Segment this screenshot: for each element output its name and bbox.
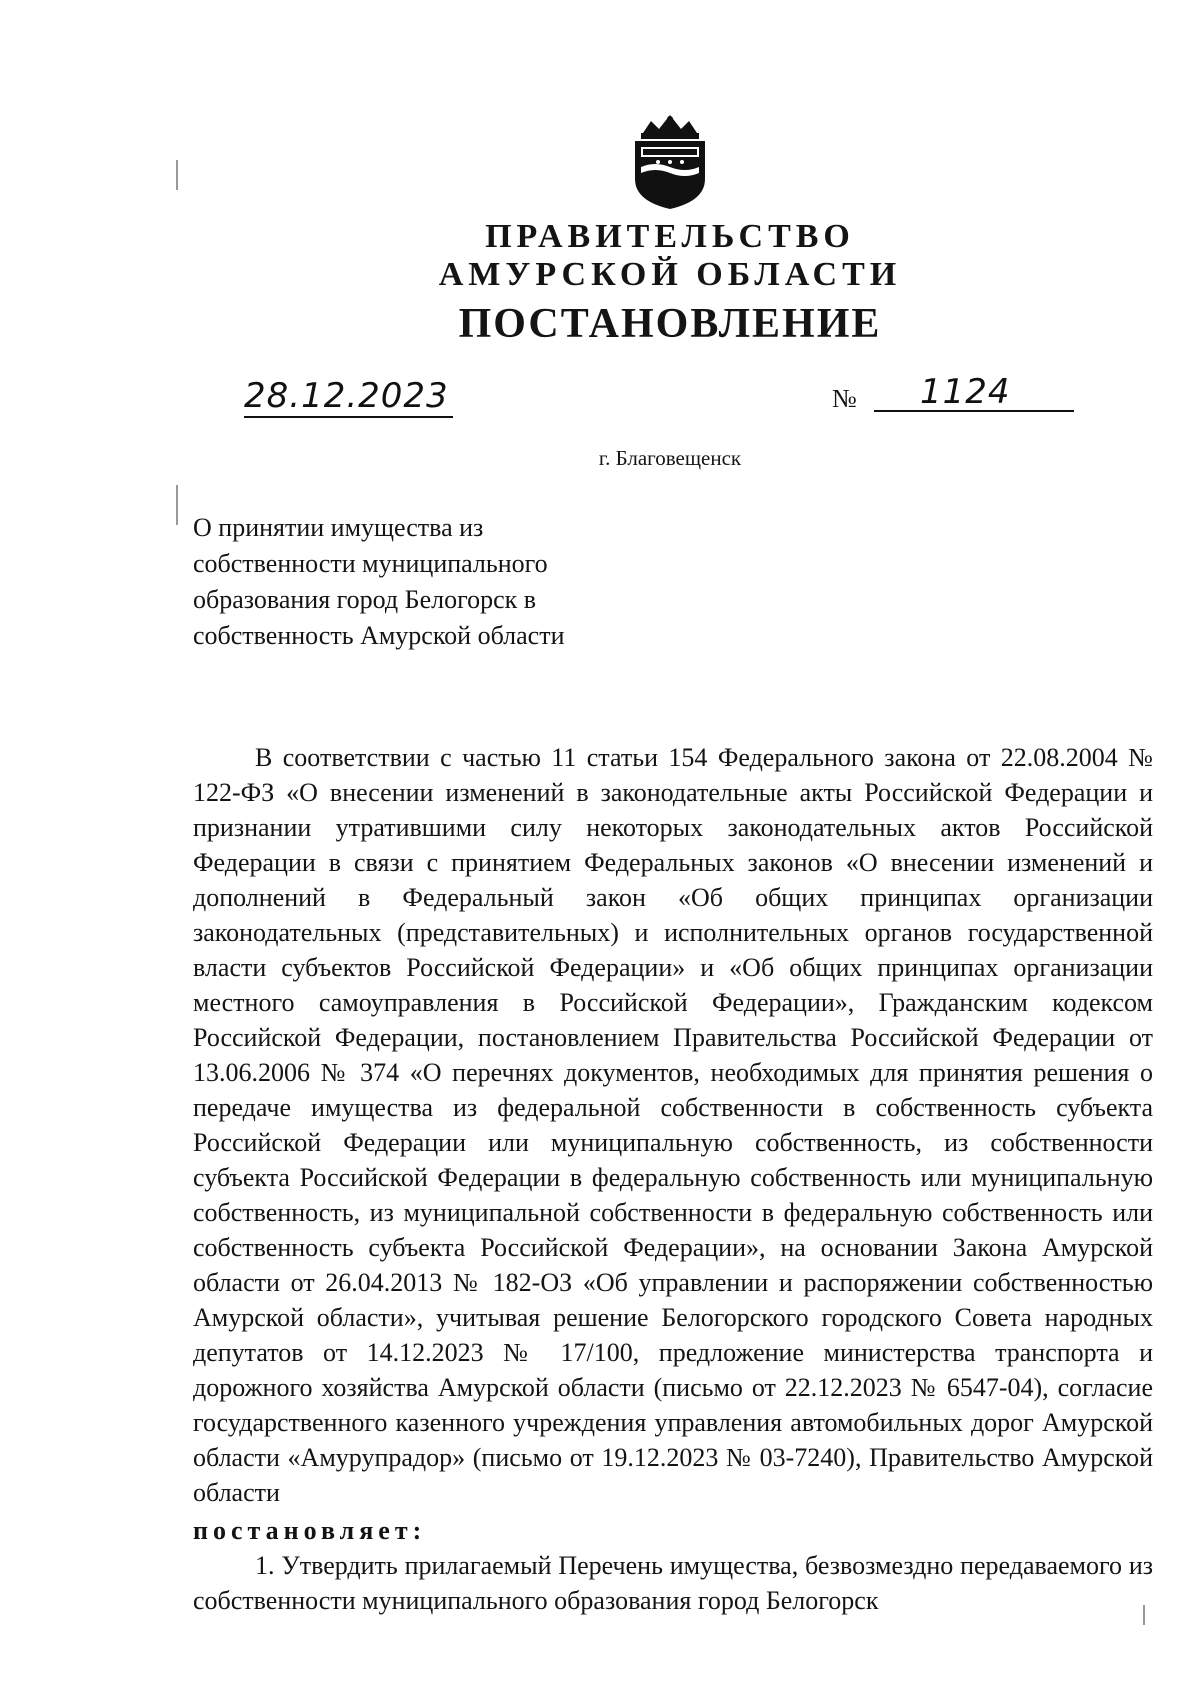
decree-word: постановляет:: [193, 1516, 427, 1545]
body-paragraph: В соответствии с частью 11 статьи 154 Федерального закона от 22.08.2004 № 122-ФЗ «О внесении изменений в законодательные акты Российской Федерации и признании утратившими силу некоторых законодательных актов Российской Федерации в связи с принятием Федеральных законов «О внесении изменений и дополнений в Федеральный закон «Об общих принципах организации законодательных (представительных) и исполнительных органов государственной власти субъектов Российской Федерации» и «Об общих принципах организации местного самоуправления в Российской Федерации», Гражданским кодексом Российской Федерации, постановлением Правительства Российской Федерации от 13.06.2006 № 374 «О перечнях документов, необходимых для принятия решения о передаче имущества из федеральной собственности в собственность субъекта Российской Федерации или муниципальную собственность, из собственности субъекта Российской Федерации в федеральную собственность или муниципальную собственность, из муниципальной собственности в федеральную собственность или собственность субъекта Российской Федерации», на основании Закона Амурской области от 26.04.2013 № 182-ОЗ «Об управлении и распоряжении собственностью Амурской области», учитывая решение Белогорского городского Совета народных депутатов от 14.12.2023 № 17/100, предложение министерства транспорта и дорожного хозяйства Амурской области (письмо от 22.12.2023 № 6547-04), согласие государственного казенного учреждения управления автомобильных дорог Амурской области «Амурупрадор» (письмо от 19.12.2023 № 03-7240), Правительство Амурской области: [193, 743, 1153, 1507]
coat-of-arms-icon: [629, 113, 711, 211]
org-name-line1: ПРАВИТЕЛЬСТВО: [485, 218, 855, 255]
document-date: 28.12.2023: [244, 376, 453, 418]
number-label: №: [832, 384, 857, 413]
document-body: [193, 740, 1153, 1618]
scan-speck: [176, 160, 178, 190]
decree-item-1: 1. Утвердить прилагаемый Перечень имущества, безвозмездно передаваемого из собственности муниципального образования город Белогорск: [193, 1551, 1153, 1615]
document-number: 1124: [920, 372, 1011, 412]
document-subject: О принятии имущества из собственности муниципального образования город Белогорск в собственность Амурской области: [193, 513, 565, 650]
org-name-line2: АМУРСКОЙ ОБЛАСТИ: [438, 256, 902, 293]
document-type-title: ПОСТАНОВЛЕНИЕ: [458, 301, 882, 347]
city-line: г. Благовещенск: [598, 446, 742, 470]
scan-speck: [1143, 1605, 1145, 1625]
scan-speck: [176, 485, 178, 525]
